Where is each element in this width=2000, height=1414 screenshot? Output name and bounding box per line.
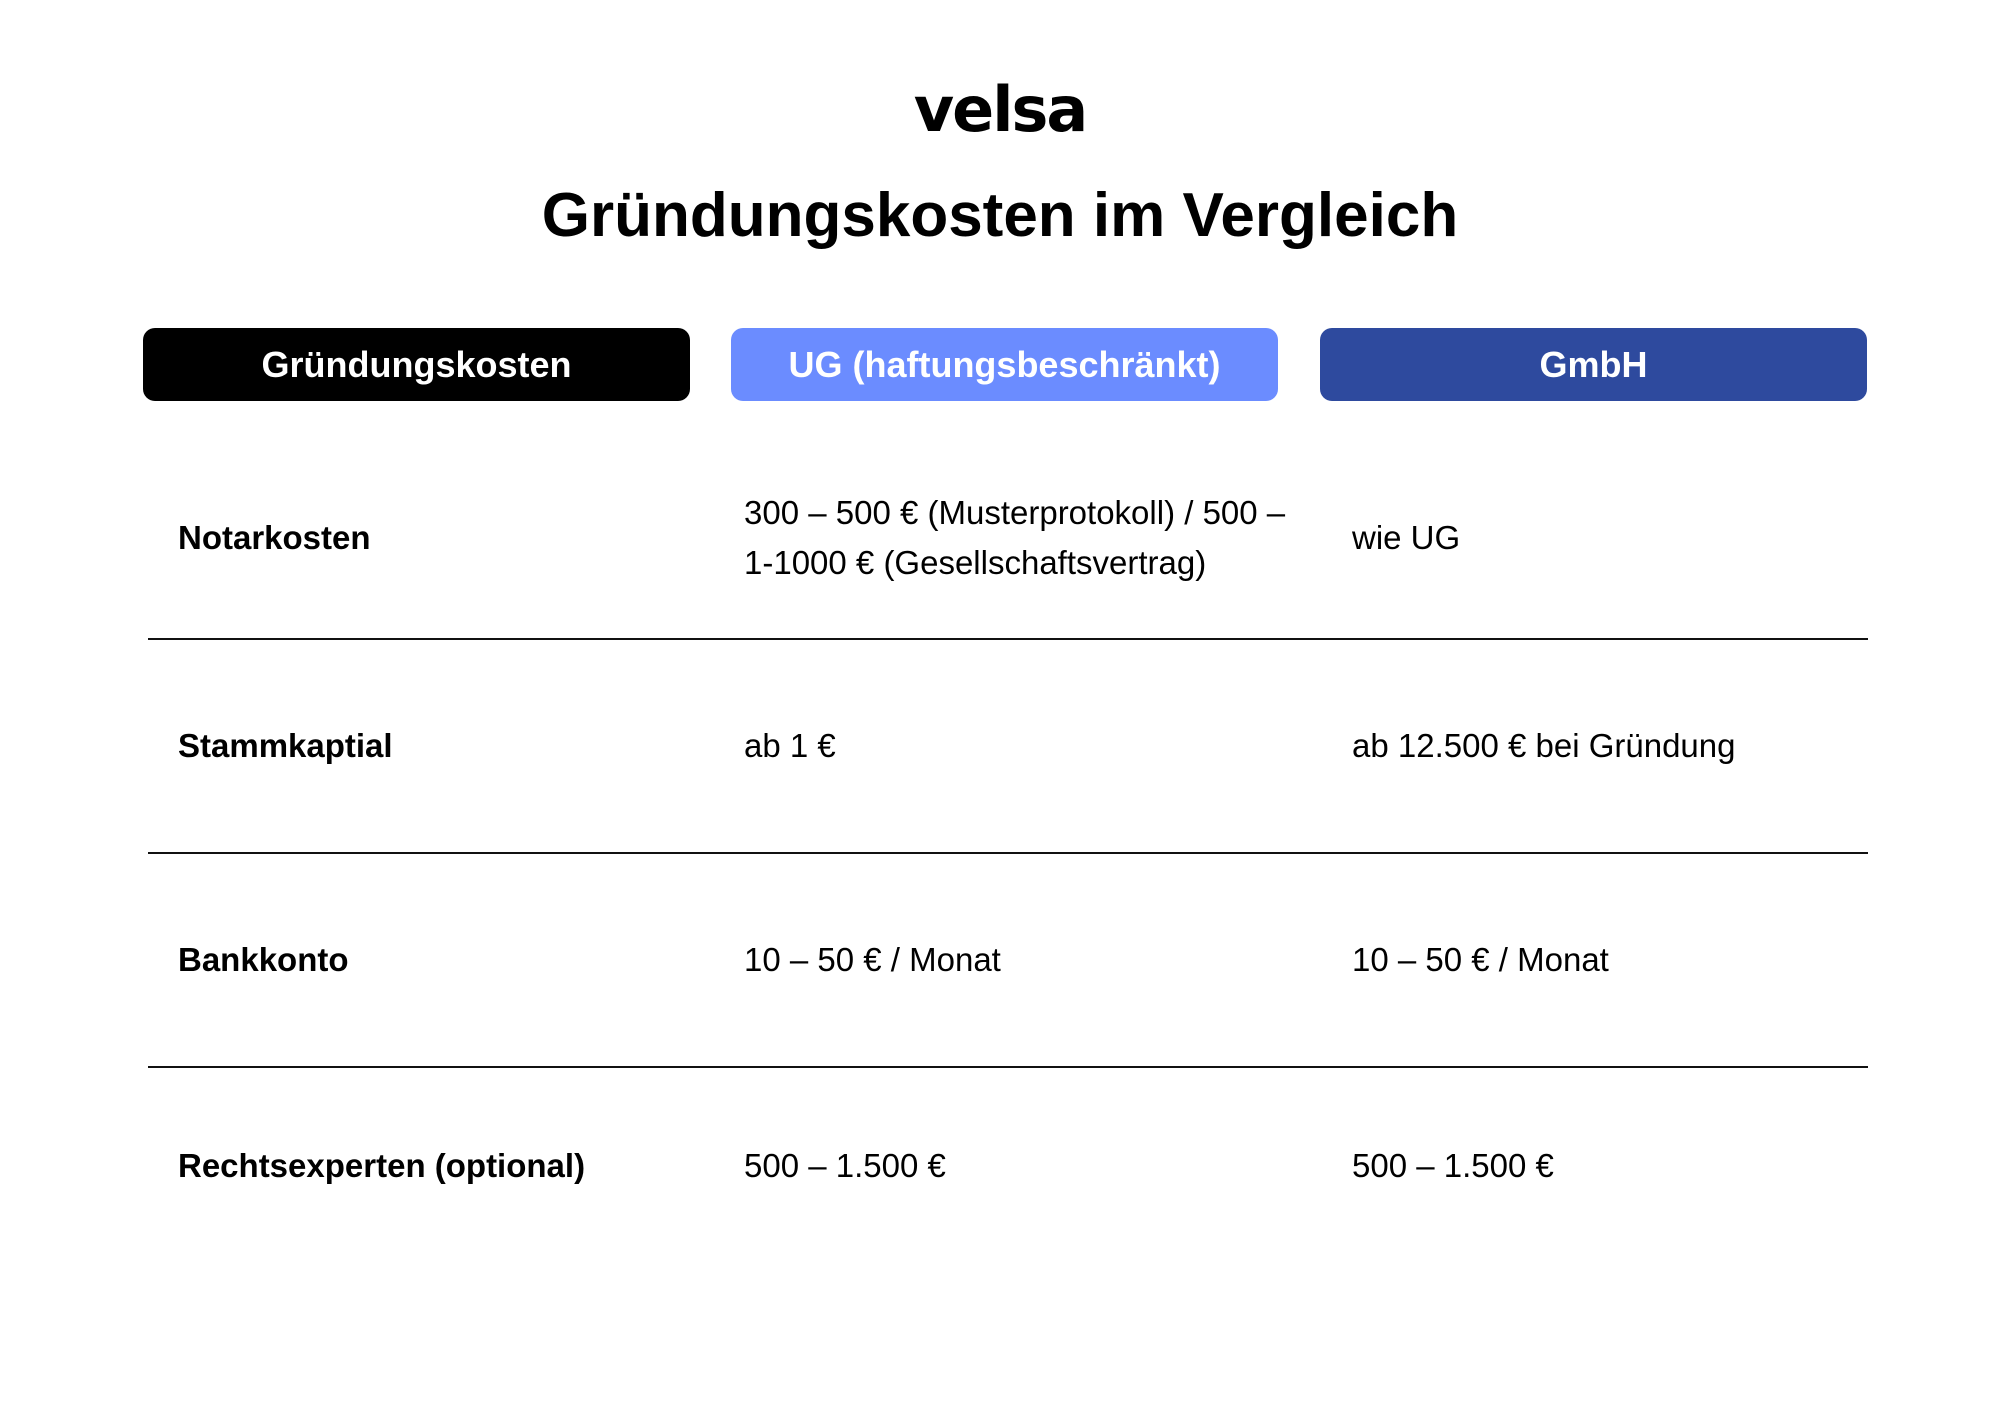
- table-row: [148, 438, 1868, 640]
- table-row: [148, 640, 1868, 854]
- page-title: Gründungskosten im Vergleich: [541, 181, 1459, 250]
- cell-ug-stammkapital: ab 1 €: [744, 727, 836, 764]
- cell-ug-bankkonto: 10 – 50 € / Monat: [744, 941, 1001, 978]
- row-label-stammkapital: Stammkaptial: [178, 727, 393, 764]
- header-gmbh: GmbH: [1320, 328, 1867, 401]
- table-row: [148, 854, 1868, 1068]
- header-ug: UG (haftungsbeschränkt): [731, 328, 1278, 401]
- cell-ug-rechtsexperten: 500 – 1.500 €: [744, 1147, 946, 1184]
- row-label-rechtsexperten: Rechtsexperten (optional): [178, 1147, 586, 1184]
- row-label-bankkonto: Bankkonto: [178, 941, 349, 978]
- table-row: [148, 1068, 1868, 1270]
- cell-gmbh-stammkapital: ab 12.500 € bei Gründung: [1352, 727, 1736, 764]
- cell-gmbh-rechtsexperten: 500 – 1.500 €: [1352, 1147, 1554, 1184]
- cell-gmbh-bankkonto: 10 – 50 € / Monat: [1352, 941, 1609, 978]
- cell-ug-notarkosten: 300 – 500 € (Musterprotokoll) / 500 – 1-1000 € (Gesellschaftsvertrag): [744, 494, 1286, 581]
- cell-gmbh-notarkosten: wie UG: [1352, 519, 1461, 556]
- header-gruendungskosten: Gründungskosten: [143, 328, 690, 401]
- row-label-notarkosten: Notarkosten: [178, 519, 371, 556]
- velsa-logo: velsa: [913, 73, 1087, 146]
